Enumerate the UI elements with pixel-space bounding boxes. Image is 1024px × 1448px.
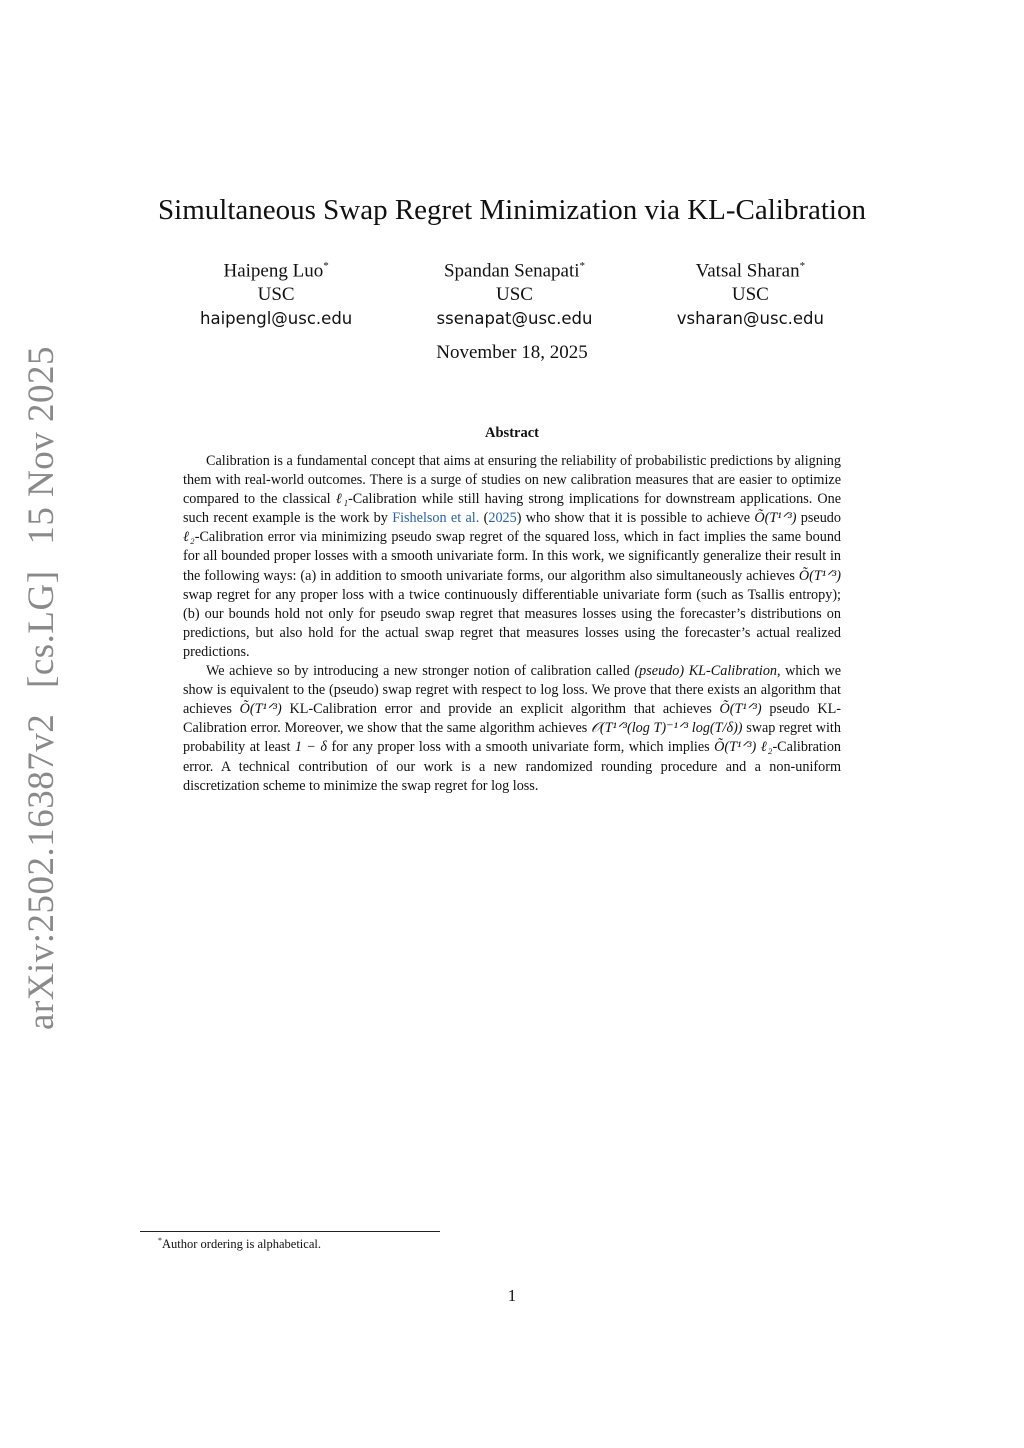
author-2 xyxy=(437,254,593,331)
citation-link[interactable]: Fishelson et al. xyxy=(392,510,480,527)
author-affiliation: USC xyxy=(496,284,533,306)
author-affiliation: USC xyxy=(731,284,769,306)
author-email: ssenapat@usc.edu xyxy=(436,309,593,329)
author-footnote-mark: * xyxy=(579,260,586,272)
author-1 xyxy=(200,254,352,331)
author-3 xyxy=(677,254,824,331)
arxiv-sidebar-stamp xyxy=(20,345,72,1030)
abstract-body xyxy=(183,452,841,796)
footnote-mark: * xyxy=(158,1236,162,1245)
author-name: Haipeng Luo xyxy=(223,260,324,282)
math-expression: Õ(T¹ᐟ³) xyxy=(754,510,797,527)
author-email: haipengl@usc.edu xyxy=(200,309,353,329)
footnote-text: Author ordering is alphabetical. xyxy=(162,1237,321,1252)
abstract-heading: Abstract xyxy=(485,425,539,441)
emphasis-term: (pseudo) KL-Calibration xyxy=(634,663,778,680)
math-expression: Õ(T¹ᐟ³) xyxy=(798,567,841,584)
math-expression: Õ(T¹ᐟ³) xyxy=(239,701,282,718)
author-footnote-mark: * xyxy=(323,260,329,272)
page-number: 1 xyxy=(507,1286,517,1305)
math-expression: Õ(T¹ᐟ³) xyxy=(719,701,762,718)
abstract-paragraph-1: Calibration is a fundamental concept that aims at ensuring the reliability of probabilistic predictions by aligning them with real-world outcomes. There is a surge of studies on new calibration measures that are easier to optimize compared to the classical ℓ₁-Calibration while still having strong implications for downstream applications. One such recent example is the work by Fishelson et al. (2025) who show that it is possible to achieve Õ(T¹ᐟ³) pseudo ℓ₂-Calibration error via minimizing pseudo swap regret of the squared loss, which in fact implies the same bound for all bounded proper losses with a smooth univariate form. In this work, we significantly generalize their result in the following ways: (a) in addition to smooth univariate forms, our algorithm also simultaneously achieves Õ(T¹ᐟ³) swap regret for any proper loss with a twice continuously differentiable univariate form (such as Tsallis entropy); (b) our bounds hold not only for pseudo swap regret that measures losses using the forecaster’s distributions on predictions, but also hold for the actual swap regret that measures losses using the forecaster’s actual realized predictions. xyxy=(183,453,842,660)
paper-date: November 18, 2025 xyxy=(436,342,588,363)
author-affiliation: USC xyxy=(257,284,295,306)
abstract-paragraph-2: We achieve so by introducing a new stronger notion of calibration called (pseudo) KL-Calibration, which we show is equivalent to the (pseudo) swap regret with respect to log loss. We prove that there exists an algorithm that achieves Õ(T¹ᐟ³) KL-Calibration error and provide an explicit algorithm that achieves Õ(T¹ᐟ³) pseudo KL-Calibration error. Moreover, we show that the same algorithm achieves 𝒪(T¹ᐟ³(log T)⁻¹ᐟ³ log(T/δ)) swap regret with probability at least 1 − δ for any proper loss with a smooth univariate form, which implies Õ(T¹ᐟ³) ℓ₂-Calibration error. A technical contribution of our work is a new randomized rounding procedure and a non-uniform discretization scheme to minimize the swap regret for log loss. xyxy=(183,663,842,794)
paper-title: Simultaneous Swap Regret Minimization via KL-Calibration xyxy=(158,194,866,226)
footnote-rule xyxy=(140,1231,440,1232)
arxiv-id: arXiv:2502.16387v2 xyxy=(21,713,62,1030)
author-email: vsharan@usc.edu xyxy=(676,309,824,329)
author-block xyxy=(200,254,824,331)
author-name: Spandan Senapati xyxy=(443,260,580,282)
citation-year-link[interactable]: 2025 xyxy=(488,510,517,527)
math-expression: ℓ₂ xyxy=(183,529,195,546)
math-expression: ℓ₂ xyxy=(760,739,773,756)
author-footnote-mark: * xyxy=(799,260,806,272)
math-expression: Õ(T¹ᐟ³) xyxy=(714,739,757,756)
footnote xyxy=(158,1236,321,1252)
math-expression: ℓ₁ xyxy=(335,491,349,508)
arxiv-date: 15 Nov 2025 xyxy=(21,345,62,545)
math-expression: 𝒪(T¹ᐟ³(log T)⁻¹ᐟ³ log(T/δ)) xyxy=(590,720,743,737)
math-expression: 1 − δ xyxy=(294,739,328,756)
author-name: Vatsal Sharan xyxy=(695,260,800,282)
arxiv-category: [cs.LG] xyxy=(21,570,62,688)
